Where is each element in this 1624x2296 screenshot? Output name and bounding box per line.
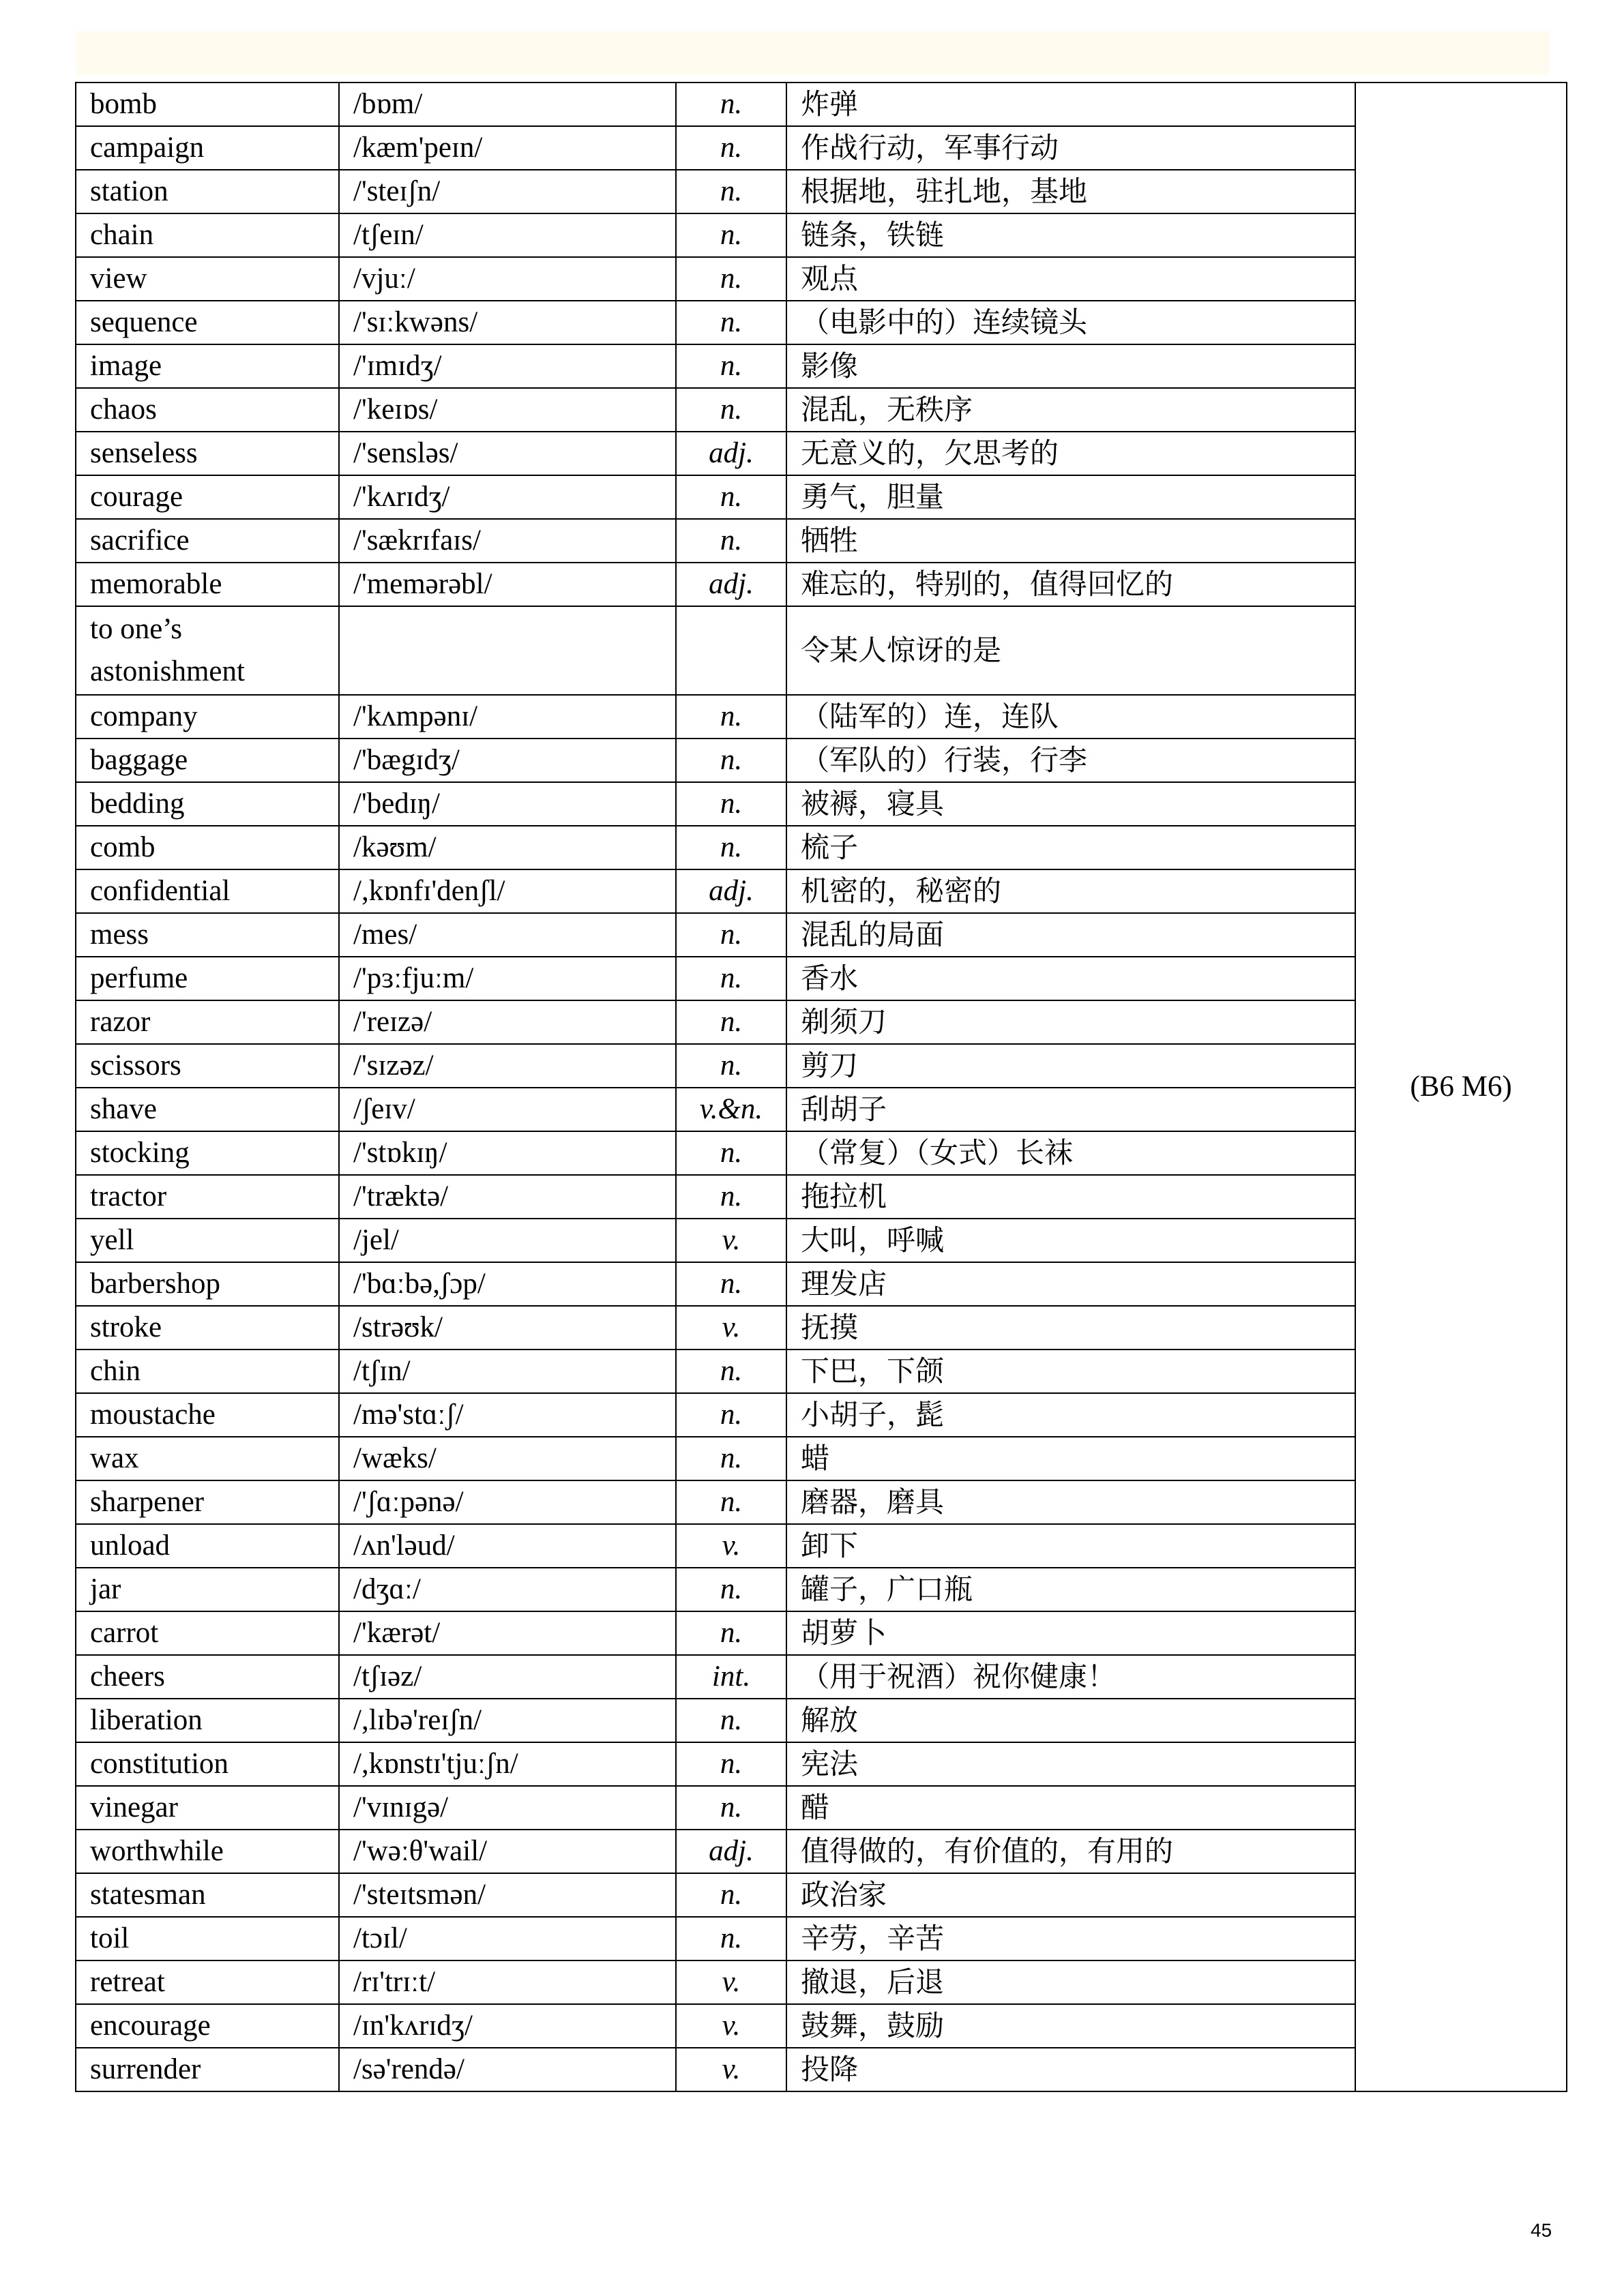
word-cell: bomb: [76, 83, 339, 126]
pronunciation-cell: /tʃɪəz/: [339, 1655, 676, 1699]
pronunciation-cell: /'bɑːbə,ʃɔp/: [339, 1262, 676, 1306]
chinese-meaning-cell: 令某人惊讶的是: [786, 606, 1355, 695]
pronunciation-cell: /'sɪːkwəns/: [339, 301, 676, 344]
part-of-speech-cell: n.: [676, 475, 786, 519]
chinese-meaning-cell: 大叫，呼喊: [786, 1219, 1355, 1262]
part-of-speech-cell: v.: [676, 1960, 786, 2004]
pronunciation-cell: /'memərəbl/: [339, 563, 676, 606]
part-of-speech-cell: v.: [676, 1306, 786, 1350]
chinese-meaning-cell: 理发店: [786, 1262, 1355, 1306]
part-of-speech-cell: n.: [676, 344, 786, 388]
chinese-meaning-cell: 香水: [786, 957, 1355, 1000]
chinese-meaning-cell: 拖拉机: [786, 1175, 1355, 1219]
table-row: [76, 1437, 1567, 1480]
table-row: [76, 1219, 1567, 1262]
chinese-meaning-cell: 被褥，寝具: [786, 782, 1355, 826]
chinese-meaning-cell: 鼓舞，鼓励: [786, 2004, 1355, 2048]
table-row: [76, 1611, 1567, 1655]
table-row: [76, 213, 1567, 257]
part-of-speech-cell: n.: [676, 1350, 786, 1393]
part-of-speech-cell: n.: [676, 826, 786, 869]
part-of-speech-cell: n.: [676, 739, 786, 782]
word-cell: chain: [76, 213, 339, 257]
pronunciation-cell: /'vɪnɪgə/: [339, 1786, 676, 1830]
chinese-meaning-cell: 难忘的，特别的，值得回忆的: [786, 563, 1355, 606]
word-cell: cheers: [76, 1655, 339, 1699]
pronunciation-cell: /kəʊm/: [339, 826, 676, 869]
chinese-meaning-cell: 政治家: [786, 1873, 1355, 1917]
table-row: [76, 1088, 1567, 1131]
chinese-meaning-cell: 影像: [786, 344, 1355, 388]
chinese-meaning-cell: 观点: [786, 257, 1355, 301]
vocabulary-table: [75, 82, 1567, 2092]
pronunciation-cell: /wæks/: [339, 1437, 676, 1480]
pronunciation-cell: /'steɪʃn/: [339, 170, 676, 213]
pronunciation-cell: /dʒɑː/: [339, 1568, 676, 1611]
word-cell: moustache: [76, 1393, 339, 1437]
chinese-meaning-cell: 根据地，驻扎地，基地: [786, 170, 1355, 213]
word-cell: view: [76, 257, 339, 301]
pronunciation-cell: /,kɒnfɪ'denʃl/: [339, 869, 676, 913]
chinese-meaning-cell: 刮胡子: [786, 1088, 1355, 1131]
pronunciation-cell: /'træktə/: [339, 1175, 676, 1219]
part-of-speech-cell: adj.: [676, 563, 786, 606]
part-of-speech-cell: n.: [676, 170, 786, 213]
pronunciation-cell: /,lɪbə'reɪʃn/: [339, 1699, 676, 1742]
chinese-meaning-cell: 辛劳，辛苦: [786, 1917, 1355, 1960]
table-row: [76, 388, 1567, 432]
word-cell: station: [76, 170, 339, 213]
part-of-speech-cell: n.: [676, 1131, 786, 1175]
word-cell: jar: [76, 1568, 339, 1611]
word-cell: encourage: [76, 2004, 339, 2048]
pronunciation-cell: /vjuː/: [339, 257, 676, 301]
table-row: [76, 1524, 1567, 1568]
chinese-meaning-cell: 混乱，无秩序: [786, 388, 1355, 432]
word-cell: confidential: [76, 869, 339, 913]
part-of-speech-cell: n.: [676, 257, 786, 301]
table-row: [76, 519, 1567, 563]
table-row: [76, 2004, 1567, 2048]
table-row: [76, 739, 1567, 782]
chinese-meaning-cell: 牺牲: [786, 519, 1355, 563]
chinese-meaning-cell: 磨器，磨具: [786, 1480, 1355, 1524]
word-cell: barbershop: [76, 1262, 339, 1306]
pronunciation-cell: /tʃɪn/: [339, 1350, 676, 1393]
word-cell: sacrifice: [76, 519, 339, 563]
table-row: [76, 563, 1567, 606]
table-row: [76, 126, 1567, 170]
word-cell: bedding: [76, 782, 339, 826]
pronunciation-cell: /'bægɪdʒ/: [339, 739, 676, 782]
part-of-speech-cell: v.: [676, 2004, 786, 2048]
part-of-speech-cell: n.: [676, 1873, 786, 1917]
part-of-speech-cell: n.: [676, 1044, 786, 1088]
page-number: 45: [1531, 2220, 1552, 2241]
chinese-meaning-cell: （常复）（女式）长袜: [786, 1131, 1355, 1175]
word-cell: shave: [76, 1088, 339, 1131]
chinese-meaning-cell: 勇气，胆量: [786, 475, 1355, 519]
pronunciation-cell: /'kʌmpənɪ/: [339, 695, 676, 739]
pronunciation-cell: /tʃeɪn/: [339, 213, 676, 257]
word-cell: carrot: [76, 1611, 339, 1655]
part-of-speech-cell: n.: [676, 519, 786, 563]
pronunciation-cell: /'kʌrɪdʒ/: [339, 475, 676, 519]
word-cell: tractor: [76, 1175, 339, 1219]
pronunciation-cell: /'steɪtsmən/: [339, 1873, 676, 1917]
part-of-speech-cell: adj.: [676, 869, 786, 913]
part-of-speech-cell: n.: [676, 913, 786, 957]
table-row: [76, 913, 1567, 957]
chinese-meaning-cell: 宪法: [786, 1742, 1355, 1786]
table-row: [76, 1873, 1567, 1917]
part-of-speech-cell: n.: [676, 1175, 786, 1219]
table-row: [76, 301, 1567, 344]
table-row: [76, 1393, 1567, 1437]
word-cell: to one’s astonishment: [76, 606, 339, 695]
part-of-speech-cell: n.: [676, 1437, 786, 1480]
pronunciation-cell: /'stɒkɪŋ/: [339, 1131, 676, 1175]
chinese-meaning-cell: 机密的，秘密的: [786, 869, 1355, 913]
part-of-speech-cell: n.: [676, 388, 786, 432]
part-of-speech-cell: n.: [676, 782, 786, 826]
word-cell: company: [76, 695, 339, 739]
table-row: [76, 257, 1567, 301]
part-of-speech-cell: n.: [676, 1568, 786, 1611]
table-row: [76, 1350, 1567, 1393]
chinese-meaning-cell: 撤退，后退: [786, 1960, 1355, 2004]
table-row: [76, 695, 1567, 739]
part-of-speech-cell: n.: [676, 1786, 786, 1830]
table-row: [76, 869, 1567, 913]
table-row: [76, 1742, 1567, 1786]
chinese-meaning-cell: 混乱的局面: [786, 913, 1355, 957]
word-cell: chin: [76, 1350, 339, 1393]
word-cell: liberation: [76, 1699, 339, 1742]
pronunciation-cell: /'wəːθ'wail/: [339, 1830, 676, 1873]
table-row: [76, 1480, 1567, 1524]
pronunciation-cell: /jel/: [339, 1219, 676, 1262]
pronunciation-cell: /tɔɪl/: [339, 1917, 676, 1960]
chinese-meaning-cell: 无意义的，欠思考的: [786, 432, 1355, 475]
chinese-meaning-cell: （陆军的）连，连队: [786, 695, 1355, 739]
word-cell: yell: [76, 1219, 339, 1262]
chinese-meaning-cell: 炸弹: [786, 83, 1355, 126]
word-cell: comb: [76, 826, 339, 869]
part-of-speech-cell: n.: [676, 1393, 786, 1437]
table-row: [76, 344, 1567, 388]
pronunciation-cell: /'reɪzə/: [339, 1000, 676, 1044]
table-row: [76, 782, 1567, 826]
word-cell: memorable: [76, 563, 339, 606]
table-row: [76, 826, 1567, 869]
chinese-meaning-cell: 卸下: [786, 1524, 1355, 1568]
table-row: [76, 1655, 1567, 1699]
chinese-meaning-cell: 梳子: [786, 826, 1355, 869]
table-row: [76, 1175, 1567, 1219]
part-of-speech-cell: v.: [676, 1524, 786, 1568]
pronunciation-cell: /'keɪɒs/: [339, 388, 676, 432]
pronunciation-cell: /bɒm/: [339, 83, 676, 126]
word-cell: mess: [76, 913, 339, 957]
table-row: [76, 1568, 1567, 1611]
pronunciation-cell: /mes/: [339, 913, 676, 957]
part-of-speech-cell: v.&n.: [676, 1088, 786, 1131]
chinese-meaning-cell: 抚摸: [786, 1306, 1355, 1350]
chinese-meaning-cell: 作战行动，军事行动: [786, 126, 1355, 170]
word-cell: wax: [76, 1437, 339, 1480]
pronunciation-cell: /'pɜːfjuːm/: [339, 957, 676, 1000]
table-row: [76, 1131, 1567, 1175]
word-cell: stroke: [76, 1306, 339, 1350]
word-cell: scissors: [76, 1044, 339, 1088]
part-of-speech-cell: v.: [676, 1219, 786, 1262]
pronunciation-cell: [339, 606, 676, 695]
word-cell: razor: [76, 1000, 339, 1044]
part-of-speech-cell: int.: [676, 1655, 786, 1699]
page-header-band: [76, 31, 1550, 75]
part-of-speech-cell: n.: [676, 1000, 786, 1044]
pronunciation-cell: /strəʊk/: [339, 1306, 676, 1350]
chinese-meaning-cell: 链条，铁链: [786, 213, 1355, 257]
table-row: [76, 83, 1567, 126]
pronunciation-cell: /rɪ'trɪːt/: [339, 1960, 676, 2004]
word-cell: sequence: [76, 301, 339, 344]
pronunciation-cell: /'ɪmɪdʒ/: [339, 344, 676, 388]
part-of-speech-cell: n.: [676, 1611, 786, 1655]
table-row: [76, 1699, 1567, 1742]
part-of-speech-cell: [676, 606, 786, 695]
table-row: [76, 606, 1567, 695]
table-row: [76, 1044, 1567, 1088]
table-row: [76, 1786, 1567, 1830]
pronunciation-cell: /'bedɪŋ/: [339, 782, 676, 826]
chinese-meaning-cell: 蜡: [786, 1437, 1355, 1480]
chinese-meaning-cell: 值得做的，有价值的，有用的: [786, 1830, 1355, 1873]
table-row: [76, 1917, 1567, 1960]
part-of-speech-cell: n.: [676, 213, 786, 257]
chinese-meaning-cell: 剪刀: [786, 1044, 1355, 1088]
pronunciation-cell: /'ʃɑːpənə/: [339, 1480, 676, 1524]
table-row: [76, 2048, 1567, 2091]
part-of-speech-cell: v.: [676, 2048, 786, 2091]
word-cell: senseless: [76, 432, 339, 475]
word-cell: perfume: [76, 957, 339, 1000]
word-cell: sharpener: [76, 1480, 339, 1524]
table-row: [76, 1830, 1567, 1873]
table-row: [76, 432, 1567, 475]
word-cell: surrender: [76, 2048, 339, 2091]
part-of-speech-cell: n.: [676, 83, 786, 126]
chinese-meaning-cell: （电影中的）连续镜头: [786, 301, 1355, 344]
table-row: [76, 1262, 1567, 1306]
word-cell: vinegar: [76, 1786, 339, 1830]
chinese-meaning-cell: （用于祝酒）祝你健康！: [786, 1655, 1355, 1699]
chinese-meaning-cell: 罐子，广口瓶: [786, 1568, 1355, 1611]
table-row: [76, 170, 1567, 213]
part-of-speech-cell: n.: [676, 695, 786, 739]
pronunciation-cell: /sə'rendə/: [339, 2048, 676, 2091]
chinese-meaning-cell: 醋: [786, 1786, 1355, 1830]
pronunciation-cell: /'sensləs/: [339, 432, 676, 475]
word-cell: constitution: [76, 1742, 339, 1786]
chinese-meaning-cell: 下巴，下颌: [786, 1350, 1355, 1393]
word-cell: toil: [76, 1917, 339, 1960]
word-cell: image: [76, 344, 339, 388]
pronunciation-cell: /ʌn'ləud/: [339, 1524, 676, 1568]
part-of-speech-cell: n.: [676, 1480, 786, 1524]
vocabulary-table-body: [76, 83, 1567, 2091]
table-row: [76, 1960, 1567, 2004]
word-cell: courage: [76, 475, 339, 519]
pronunciation-cell: /'sɪzəz/: [339, 1044, 676, 1088]
table-row: [76, 957, 1567, 1000]
chinese-meaning-cell: （军队的）行装，行李: [786, 739, 1355, 782]
part-of-speech-cell: n.: [676, 1917, 786, 1960]
table-row: [76, 1000, 1567, 1044]
chinese-meaning-cell: 剃须刀: [786, 1000, 1355, 1044]
part-of-speech-cell: adj.: [676, 1830, 786, 1873]
word-cell: unload: [76, 1524, 339, 1568]
part-of-speech-cell: adj.: [676, 432, 786, 475]
chinese-meaning-cell: 解放: [786, 1699, 1355, 1742]
pronunciation-cell: /'sækrɪfaɪs/: [339, 519, 676, 563]
pronunciation-cell: /'kærət/: [339, 1611, 676, 1655]
pronunciation-cell: /,kɒnstɪ'tjuːʃn/: [339, 1742, 676, 1786]
table-row: [76, 1306, 1567, 1350]
word-cell: baggage: [76, 739, 339, 782]
part-of-speech-cell: n.: [676, 126, 786, 170]
unit-label-cell: (B6 M6): [1355, 83, 1567, 2091]
word-cell: statesman: [76, 1873, 339, 1917]
table-row: [76, 475, 1567, 519]
pronunciation-cell: /ʃeɪv/: [339, 1088, 676, 1131]
word-cell: chaos: [76, 388, 339, 432]
part-of-speech-cell: n.: [676, 957, 786, 1000]
pronunciation-cell: /ɪn'kʌrɪdʒ/: [339, 2004, 676, 2048]
pronunciation-cell: /kæm'peɪn/: [339, 126, 676, 170]
chinese-meaning-cell: 投降: [786, 2048, 1355, 2091]
word-cell: retreat: [76, 1960, 339, 2004]
part-of-speech-cell: n.: [676, 1262, 786, 1306]
pronunciation-cell: /mə'stɑːʃ/: [339, 1393, 676, 1437]
chinese-meaning-cell: 小胡子，髭: [786, 1393, 1355, 1437]
part-of-speech-cell: n.: [676, 1742, 786, 1786]
part-of-speech-cell: n.: [676, 1699, 786, 1742]
word-cell: campaign: [76, 126, 339, 170]
chinese-meaning-cell: 胡萝卜: [786, 1611, 1355, 1655]
word-cell: worthwhile: [76, 1830, 339, 1873]
word-cell: stocking: [76, 1131, 339, 1175]
part-of-speech-cell: n.: [676, 301, 786, 344]
